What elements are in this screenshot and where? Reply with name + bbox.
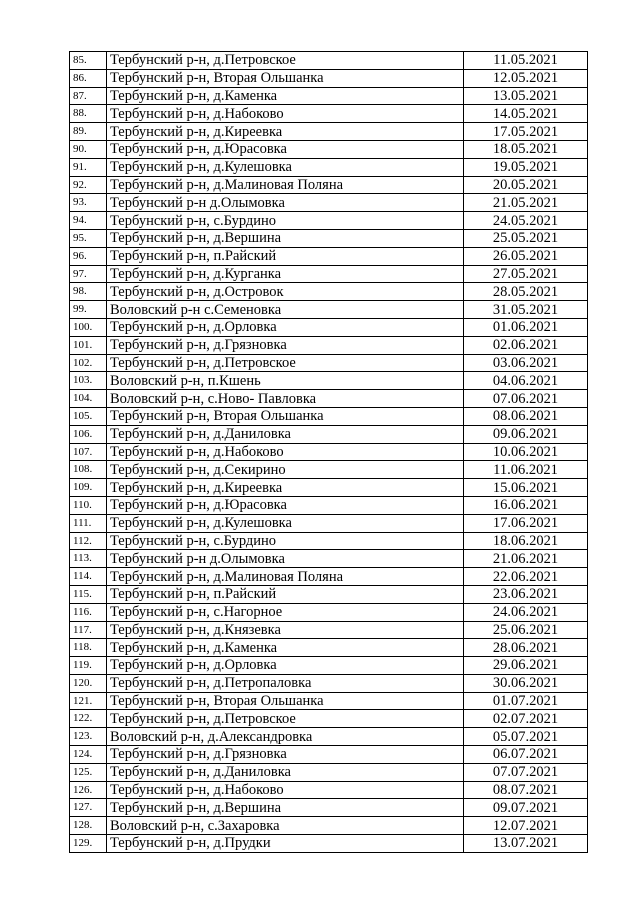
date-cell: 03.06.2021	[464, 354, 588, 372]
location-cell: Тербунский р-н, д.Набоково	[107, 781, 464, 799]
date-cell: 20.05.2021	[464, 176, 588, 194]
row-number-cell: 99.	[70, 301, 107, 319]
table-row	[70, 763, 588, 781]
table-row	[70, 265, 588, 283]
table-row	[70, 425, 588, 443]
table-row	[70, 318, 588, 336]
location-cell: Тербунский р-н, д.Секирино	[107, 461, 464, 479]
table-row	[70, 817, 588, 835]
location-cell: Тербунский р-н, с.Нагорное	[107, 603, 464, 621]
location-cell: Тербунский р-н, д.Островок	[107, 283, 464, 301]
date-cell: 21.06.2021	[464, 550, 588, 568]
date-cell: 06.07.2021	[464, 746, 588, 764]
date-cell: 08.07.2021	[464, 781, 588, 799]
date-cell: 15.06.2021	[464, 479, 588, 497]
row-number-cell: 98.	[70, 283, 107, 301]
row-number-cell: 129.	[70, 835, 107, 853]
row-number-cell: 124.	[70, 746, 107, 764]
date-cell: 02.06.2021	[464, 336, 588, 354]
table-row	[70, 532, 588, 550]
table-row	[70, 621, 588, 639]
date-cell: 26.05.2021	[464, 247, 588, 265]
date-cell: 31.05.2021	[464, 301, 588, 319]
location-cell: Тербунский р-н, д.Киреевка	[107, 123, 464, 141]
location-cell: Тербунский р-н, д.Кулешовка	[107, 158, 464, 176]
table-row	[70, 123, 588, 141]
date-cell: 02.07.2021	[464, 710, 588, 728]
date-cell: 18.06.2021	[464, 532, 588, 550]
date-cell: 27.05.2021	[464, 265, 588, 283]
table-row	[70, 372, 588, 390]
location-cell: Тербунский р-н, д.Грязновка	[107, 336, 464, 354]
row-number-cell: 103.	[70, 372, 107, 390]
row-number-cell: 114.	[70, 568, 107, 586]
location-cell: Тербунский р-н, д.Юрасовка	[107, 496, 464, 514]
row-number-cell: 119.	[70, 657, 107, 675]
date-cell: 24.06.2021	[464, 603, 588, 621]
location-cell: Тербунский р-н, д.Киреевка	[107, 479, 464, 497]
row-number-cell: 93.	[70, 194, 107, 212]
location-cell: Тербунский р-н, с.Бурдино	[107, 532, 464, 550]
location-cell: Воловский р-н, с.Ново- Павловка	[107, 390, 464, 408]
location-cell: Воловский р-н, п.Кшень	[107, 372, 464, 390]
schedule-table	[69, 51, 588, 853]
date-cell: 29.06.2021	[464, 657, 588, 675]
row-number-cell: 105.	[70, 407, 107, 425]
table-row	[70, 247, 588, 265]
table-row	[70, 728, 588, 746]
row-number-cell: 102.	[70, 354, 107, 372]
row-number-cell: 88.	[70, 105, 107, 123]
row-number-cell: 125.	[70, 763, 107, 781]
row-number-cell: 115.	[70, 585, 107, 603]
location-cell: Тербунский р-н, Вторая Ольшанка	[107, 69, 464, 87]
location-cell: Тербунский р-н, д.Петровское	[107, 354, 464, 372]
table-row	[70, 301, 588, 319]
location-cell: Тербунский р-н, д.Князевка	[107, 621, 464, 639]
location-cell: Тербунский р-н, д.Набоково	[107, 105, 464, 123]
location-cell: Тербунский р-н, д.Малиновая Поляна	[107, 568, 464, 586]
table-row	[70, 639, 588, 657]
row-number-cell: 107.	[70, 443, 107, 461]
date-cell: 28.06.2021	[464, 639, 588, 657]
table-row	[70, 568, 588, 586]
row-number-cell: 111.	[70, 514, 107, 532]
location-cell: Тербунский р-н, д.Орловка	[107, 657, 464, 675]
location-cell: Воловский р-н, с.Захаровка	[107, 817, 464, 835]
date-cell: 08.06.2021	[464, 407, 588, 425]
table-row	[70, 407, 588, 425]
table-row	[70, 496, 588, 514]
location-cell: Воловский р-н с.Семеновка	[107, 301, 464, 319]
date-cell: 14.05.2021	[464, 105, 588, 123]
date-cell: 01.07.2021	[464, 692, 588, 710]
date-cell: 16.06.2021	[464, 496, 588, 514]
date-cell: 01.06.2021	[464, 318, 588, 336]
location-cell: Тербунский р-н, д.Прудки	[107, 835, 464, 853]
location-cell: Тербунский р-н, п.Райский	[107, 247, 464, 265]
table-row	[70, 283, 588, 301]
row-number-cell: 89.	[70, 123, 107, 141]
row-number-cell: 94.	[70, 212, 107, 230]
date-cell: 11.06.2021	[464, 461, 588, 479]
row-number-cell: 112.	[70, 532, 107, 550]
table-row	[70, 87, 588, 105]
location-cell: Тербунский р-н, д.Вершина	[107, 799, 464, 817]
row-number-cell: 101.	[70, 336, 107, 354]
location-cell: Тербунский р-н, д.Набоково	[107, 443, 464, 461]
date-cell: 17.06.2021	[464, 514, 588, 532]
row-number-cell: 95.	[70, 229, 107, 247]
row-number-cell: 96.	[70, 247, 107, 265]
table-row	[70, 158, 588, 176]
table-row	[70, 781, 588, 799]
location-cell: Тербунский р-н, д.Кулешовка	[107, 514, 464, 532]
location-cell: Тербунский р-н д.Олымовка	[107, 550, 464, 568]
location-cell: Тербунский р-н, д.Орловка	[107, 318, 464, 336]
table-row	[70, 69, 588, 87]
table-row	[70, 479, 588, 497]
location-cell: Тербунский р-н, д.Каменка	[107, 87, 464, 105]
table-row	[70, 194, 588, 212]
row-number-cell: 90.	[70, 140, 107, 158]
row-number-cell: 85.	[70, 52, 107, 70]
table-row	[70, 105, 588, 123]
table-row	[70, 390, 588, 408]
row-number-cell: 127.	[70, 799, 107, 817]
table-row	[70, 443, 588, 461]
row-number-cell: 118.	[70, 639, 107, 657]
location-cell: Тербунский р-н, Вторая Ольшанка	[107, 407, 464, 425]
date-cell: 09.07.2021	[464, 799, 588, 817]
date-cell: 25.05.2021	[464, 229, 588, 247]
table-row	[70, 746, 588, 764]
row-number-cell: 123.	[70, 728, 107, 746]
row-number-cell: 120.	[70, 674, 107, 692]
location-cell: Тербунский р-н, д.Грязновка	[107, 746, 464, 764]
date-cell: 21.05.2021	[464, 194, 588, 212]
location-cell: Тербунский р-н, д.Каменка	[107, 639, 464, 657]
row-number-cell: 91.	[70, 158, 107, 176]
location-cell: Тербунский р-н, д.Даниловка	[107, 763, 464, 781]
location-cell: Тербунский р-н, д.Курганка	[107, 265, 464, 283]
location-cell: Тербунский р-н, д.Петропаловка	[107, 674, 464, 692]
date-cell: 13.05.2021	[464, 87, 588, 105]
table-row	[70, 603, 588, 621]
row-number-cell: 100.	[70, 318, 107, 336]
row-number-cell: 108.	[70, 461, 107, 479]
row-number-cell: 110.	[70, 496, 107, 514]
location-cell: Тербунский р-н, д.Петровское	[107, 710, 464, 728]
table-row	[70, 835, 588, 853]
table-row	[70, 140, 588, 158]
row-number-cell: 121.	[70, 692, 107, 710]
row-number-cell: 97.	[70, 265, 107, 283]
table-row	[70, 336, 588, 354]
date-cell: 25.06.2021	[464, 621, 588, 639]
row-number-cell: 92.	[70, 176, 107, 194]
location-cell: Тербунский р-н, д.Малиновая Поляна	[107, 176, 464, 194]
location-cell: Тербунский р-н, с.Бурдино	[107, 212, 464, 230]
row-number-cell: 113.	[70, 550, 107, 568]
date-cell: 07.07.2021	[464, 763, 588, 781]
location-cell: Тербунский р-н, д.Даниловка	[107, 425, 464, 443]
table-row	[70, 52, 588, 70]
location-cell: Тербунский р-н, д.Петровское	[107, 52, 464, 70]
date-cell: 09.06.2021	[464, 425, 588, 443]
table-row	[70, 585, 588, 603]
table-row	[70, 514, 588, 532]
table-row	[70, 354, 588, 372]
date-cell: 11.05.2021	[464, 52, 588, 70]
date-cell: 12.07.2021	[464, 817, 588, 835]
date-cell: 13.07.2021	[464, 835, 588, 853]
date-cell: 12.05.2021	[464, 69, 588, 87]
date-cell: 10.06.2021	[464, 443, 588, 461]
row-number-cell: 109.	[70, 479, 107, 497]
row-number-cell: 116.	[70, 603, 107, 621]
date-cell: 19.05.2021	[464, 158, 588, 176]
location-cell: Тербунский р-н, п.Райский	[107, 585, 464, 603]
row-number-cell: 87.	[70, 87, 107, 105]
table-row	[70, 176, 588, 194]
location-cell: Тербунский р-н д.Олымовка	[107, 194, 464, 212]
table-row	[70, 710, 588, 728]
date-cell: 28.05.2021	[464, 283, 588, 301]
schedule-table-body	[70, 52, 588, 853]
table-row	[70, 550, 588, 568]
table-row	[70, 229, 588, 247]
location-cell: Тербунский р-н, д.Вершина	[107, 229, 464, 247]
location-cell: Тербунский р-н, Вторая Ольшанка	[107, 692, 464, 710]
date-cell: 04.06.2021	[464, 372, 588, 390]
table-row	[70, 657, 588, 675]
location-cell: Тербунский р-н, д.Юрасовка	[107, 140, 464, 158]
date-cell: 17.05.2021	[464, 123, 588, 141]
location-cell: Воловский р-н, д.Александровка	[107, 728, 464, 746]
table-row	[70, 799, 588, 817]
table-row	[70, 461, 588, 479]
row-number-cell: 86.	[70, 69, 107, 87]
date-cell: 05.07.2021	[464, 728, 588, 746]
date-cell: 23.06.2021	[464, 585, 588, 603]
table-row	[70, 212, 588, 230]
date-cell: 30.06.2021	[464, 674, 588, 692]
date-cell: 18.05.2021	[464, 140, 588, 158]
row-number-cell: 106.	[70, 425, 107, 443]
row-number-cell: 117.	[70, 621, 107, 639]
date-cell: 24.05.2021	[464, 212, 588, 230]
date-cell: 22.06.2021	[464, 568, 588, 586]
table-row	[70, 674, 588, 692]
row-number-cell: 122.	[70, 710, 107, 728]
row-number-cell: 128.	[70, 817, 107, 835]
date-cell: 07.06.2021	[464, 390, 588, 408]
table-row	[70, 692, 588, 710]
row-number-cell: 104.	[70, 390, 107, 408]
row-number-cell: 126.	[70, 781, 107, 799]
